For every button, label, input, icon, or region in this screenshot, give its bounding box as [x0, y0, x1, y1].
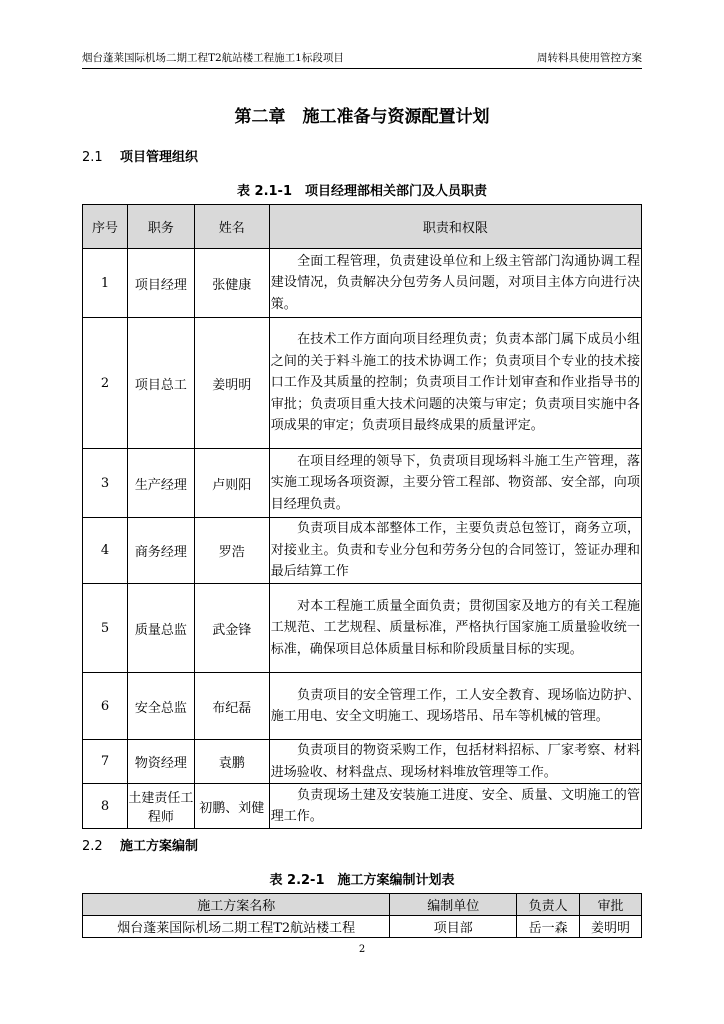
cell-name: 初鹏、刘健 — [194, 784, 269, 829]
cell-no: 4 — [83, 518, 128, 584]
cell-name: 袁鹏 — [194, 740, 269, 784]
plan-table — [82, 893, 642, 938]
cell-duty: 负责项目的物资采购工作，包括材料招标、厂家考察、材料进场验收、材料盘点、现场材料堆放管理等工作。 — [269, 740, 641, 784]
table-row — [83, 916, 642, 938]
header-cell-duty: 职责和权限 — [269, 205, 641, 249]
header-project-name: 烟台蓬莱国际机场二期工程T2航站楼工程施工1标段项目 — [82, 52, 344, 64]
cell-duty: 负责项目成本部整体工作，主要负责总包签订，商务立项，对接业主。负责和专业分包和劳务分包的合同签订，签证办理和最后结算工作 — [269, 518, 641, 584]
cell-no: 2 — [83, 318, 128, 449]
cell-owner: 岳一森 — [517, 916, 580, 938]
cell-name: 罗浩 — [194, 518, 269, 584]
cell-name: 张健康 — [194, 249, 269, 318]
cell-position: 项目总工 — [127, 318, 194, 449]
section-number: 2.1 — [82, 150, 103, 165]
page-header — [82, 50, 642, 66]
header-cell-no: 序号 — [83, 205, 128, 249]
header-cell-unit: 编制单位 — [390, 894, 517, 916]
page-number: 2 — [358, 944, 366, 955]
table-row — [83, 318, 642, 449]
cell-no: 3 — [83, 449, 128, 518]
cell-no: 8 — [83, 784, 128, 829]
section-title: 施工方案编制 — [120, 839, 199, 854]
header-cell-position: 职务 — [127, 205, 194, 249]
cell-position: 物资经理 — [127, 740, 194, 784]
cell-name: 布纪磊 — [194, 673, 269, 740]
cell-no: 1 — [83, 249, 128, 318]
cell-duty: 对本工程施工质量全面负责；贯彻国家及地方的有关工程施工规范、工艺规程、质量标准，严格执行国家施工质量验收统一标准，确保项目总体质量目标和阶段质量目标的实现。 — [269, 584, 641, 673]
table-row — [83, 518, 642, 584]
responsibility-table — [82, 204, 642, 829]
table-row — [83, 673, 642, 740]
cell-position: 生产经理 — [127, 449, 194, 518]
cell-approver: 姜明明 — [580, 916, 642, 938]
header-cell-approver: 审批 — [580, 894, 642, 916]
cell-duty: 全面工程管理，负责建设单位和上级主管部门沟通协调工程建设情况，负责解决分包劳务人员问题，对项目主体方向进行决策。 — [269, 249, 641, 318]
section-title: 项目管理组织 — [120, 150, 199, 165]
cell-position: 质量总监 — [127, 584, 194, 673]
table-row — [83, 249, 642, 318]
chapter-title: 第二章 施工准备与资源配置计划 — [234, 107, 490, 127]
cell-position: 商务经理 — [127, 518, 194, 584]
cell-position: 项目经理 — [127, 249, 194, 318]
cell-name: 姜明明 — [194, 318, 269, 449]
table-header-row — [83, 205, 642, 249]
cell-name: 武金锋 — [194, 584, 269, 673]
cell-position: 安全总监 — [127, 673, 194, 740]
section-number: 2.2 — [82, 839, 103, 854]
cell-duty: 在项目经理的领导下，负责项目现场料斗施工生产管理，落实施工现场各项资源，主要分管工程部、物资部、安全部，向项目经理负责。 — [269, 449, 641, 518]
header-doc-title: 周转料具使用管控方案 — [537, 52, 642, 64]
cell-unit: 项目部 — [390, 916, 517, 938]
cell-no: 7 — [83, 740, 128, 784]
table-row — [83, 449, 642, 518]
header-divider — [82, 68, 642, 69]
header-cell-plan-name: 施工方案名称 — [83, 894, 390, 916]
table-row — [83, 740, 642, 784]
cell-duty: 在技术工作方面向项目经理负责；负责本部门属下成员小组之间的关于料斗施工的技术协调工作；负责项目个专业的技术接口工作及其质量的控制；负责项目工作计划审查和作业指导书的审批；负责项目重大技术问题的决策与审定；负责项目实施中各项成果的审定；负责项目最终成果的质量评定。 — [269, 318, 641, 449]
table-row — [83, 584, 642, 673]
cell-position: 土建责任工程师 — [127, 784, 194, 829]
table-header-row — [83, 894, 642, 916]
header-cell-name: 姓名 — [194, 205, 269, 249]
header-cell-owner: 负责人 — [517, 894, 580, 916]
table2-caption: 表 2.2-1 施工方案编制计划表 — [269, 873, 455, 888]
cell-no: 6 — [83, 673, 128, 740]
cell-name: 卢则阳 — [194, 449, 269, 518]
table1-caption: 表 2.1-1 项目经理部相关部门及人员职责 — [237, 184, 487, 199]
cell-plan-name: 烟台蓬莱国际机场二期工程T2航站楼工程 — [83, 916, 390, 938]
section-heading-2-2 — [82, 835, 198, 854]
cell-duty: 负责现场土建及安装施工进度、安全、质量、文明施工的管理工作。 — [269, 784, 641, 829]
cell-duty: 负责项目的安全管理工作，工人安全教育、现场临边防护、施工用电、安全文明施工、现场塔吊、吊车等机械的管理。 — [269, 673, 641, 740]
cell-no: 5 — [83, 584, 128, 673]
table-row — [83, 784, 642, 829]
section-heading-2-1 — [82, 146, 198, 165]
